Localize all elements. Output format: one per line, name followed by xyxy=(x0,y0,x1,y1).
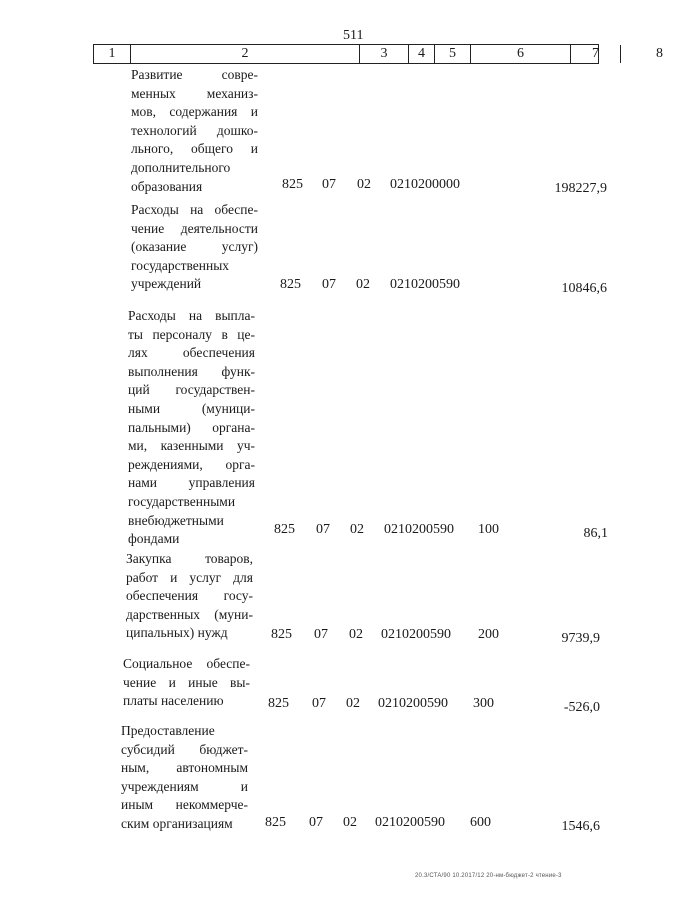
header-col-1: 1 xyxy=(94,45,131,63)
row-name-line: ными (муници- xyxy=(128,400,255,416)
row-name-line: Предоставление xyxy=(121,723,215,738)
header-col-3: 3 xyxy=(360,45,409,63)
row-name-line: чение деятельности xyxy=(131,220,258,236)
row-section-code: 07 xyxy=(322,177,336,192)
row-section-code: 07 xyxy=(312,696,326,711)
header-col-4: 4 xyxy=(409,45,435,63)
header-col-5: 5 xyxy=(435,45,471,63)
row-name-line: выполнения функ- xyxy=(128,363,255,379)
row-section-code: 07 xyxy=(322,277,336,292)
row-amount: 10846,6 xyxy=(561,281,607,296)
row-subsection-code: 02 xyxy=(350,522,364,537)
row-target-article: 0210200590 xyxy=(378,696,448,711)
row-ministry-code: 825 xyxy=(271,627,292,642)
row-name-line: Расходы на выпла- xyxy=(128,308,255,323)
row-name-line: лях обеспечения xyxy=(128,345,255,361)
row-amount: 86,1 xyxy=(583,526,608,541)
row-name-line: пальными) органа- xyxy=(128,419,255,435)
row-name-line: ций государствен- xyxy=(128,382,255,398)
row-name-line: учреждениям и xyxy=(121,778,248,794)
row-expense-type: 300 xyxy=(473,696,494,711)
row-subsection-code: 02 xyxy=(356,277,370,292)
row-name-line: фондами xyxy=(128,531,180,547)
row-expense-name xyxy=(128,307,255,549)
row-name-line: иным некоммерче- xyxy=(121,797,248,813)
header-col-2: 2 xyxy=(131,45,360,63)
row-name-line: обеспечения госу- xyxy=(126,588,253,604)
row-name-line: государственных xyxy=(131,257,230,273)
row-target-article: 0210200590 xyxy=(381,627,451,642)
row-ministry-code: 825 xyxy=(274,522,295,537)
row-name-line: технологий дошко- xyxy=(131,122,258,138)
row-expense-name xyxy=(126,550,253,643)
row-name-line: работ и услуг для xyxy=(126,569,253,585)
row-name-line: менных механиз- xyxy=(131,85,258,101)
row-name-line: Развитие совре- xyxy=(131,67,258,82)
row-name-line: ским организациям xyxy=(121,815,233,831)
row-name-line: мов, содержания и xyxy=(131,104,258,120)
row-name-line: Расходы на обеспе- xyxy=(131,202,258,217)
row-section-code: 07 xyxy=(314,627,328,642)
row-subsection-code: 02 xyxy=(343,815,357,830)
footer-file-code: 20.3/СТА/90 10.2017/12 20-нм-бюджет-2 чтение-3 xyxy=(415,873,562,879)
row-name-line: дополнительного xyxy=(131,159,231,175)
row-name-line: дарственных (муни- xyxy=(126,606,253,622)
page-number: 511 xyxy=(343,28,364,43)
row-section-code: 07 xyxy=(316,522,330,537)
row-amount: 198227,9 xyxy=(554,181,607,196)
row-name-line: ми, казенными уч- xyxy=(128,438,255,454)
row-name-line: образования xyxy=(131,178,203,194)
row-ministry-code: 825 xyxy=(268,696,289,711)
row-name-line: Социальное обеспе- xyxy=(123,656,250,671)
row-section-code: 07 xyxy=(309,815,323,830)
row-expense-type: 200 xyxy=(478,627,499,642)
row-target-article: 0210200000 xyxy=(390,177,460,192)
row-name-line: реждениями, орга- xyxy=(128,456,255,472)
row-amount: 9739,9 xyxy=(561,631,600,646)
row-name-line: субсидий бюджет- xyxy=(121,741,248,757)
row-subsection-code: 02 xyxy=(349,627,363,642)
row-name-line: ципальных) нужд xyxy=(126,625,228,641)
row-target-article: 0210200590 xyxy=(390,277,460,292)
row-target-article: 0210200590 xyxy=(384,522,454,537)
row-amount: 1546,6 xyxy=(561,819,600,834)
row-subsection-code: 02 xyxy=(357,177,371,192)
row-name-line: платы населению xyxy=(123,693,224,709)
row-ministry-code: 825 xyxy=(280,277,301,292)
row-expense-name xyxy=(123,655,250,711)
row-amount: -526,0 xyxy=(563,700,600,715)
row-ministry-code: 825 xyxy=(282,177,303,192)
header-col-6: 6 xyxy=(471,45,571,63)
row-name-line: государственными xyxy=(128,493,236,509)
row-name-line: Закупка товаров, xyxy=(126,551,253,566)
row-expense-name xyxy=(131,66,258,196)
header-col-8: 8 xyxy=(656,46,663,61)
row-expense-name xyxy=(121,722,248,834)
row-expense-name xyxy=(131,201,258,294)
row-ministry-code: 825 xyxy=(265,815,286,830)
row-expense-type: 600 xyxy=(470,815,491,830)
header-col-7: 7 xyxy=(571,45,621,63)
row-name-line: (оказание услуг) xyxy=(131,239,258,255)
row-expense-type: 100 xyxy=(478,522,499,537)
table-header xyxy=(93,44,663,64)
row-name-line: льного, общего и xyxy=(131,141,258,157)
row-subsection-code: 02 xyxy=(346,696,360,711)
row-name-line: ным, автономным xyxy=(121,760,248,776)
row-target-article: 0210200590 xyxy=(375,815,445,830)
row-name-line: чение и иные вы- xyxy=(123,674,250,690)
row-name-line: внебюджетными xyxy=(128,512,224,528)
row-name-line: учреждений xyxy=(131,276,202,292)
row-name-line: ты персоналу в це- xyxy=(128,326,255,342)
row-name-line: нами управления xyxy=(128,475,255,491)
